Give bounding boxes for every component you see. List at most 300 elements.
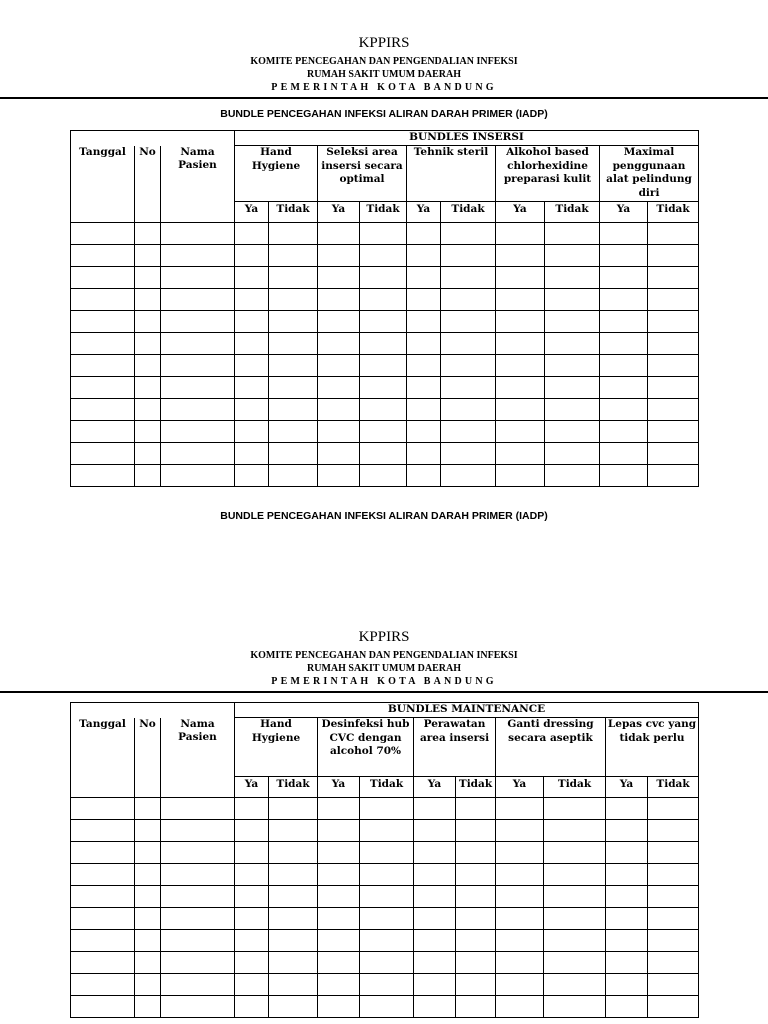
entry-cell[interactable] xyxy=(135,465,161,487)
entry-cell[interactable] xyxy=(544,820,606,842)
entry-cell[interactable] xyxy=(407,377,441,399)
entry-cell[interactable] xyxy=(71,443,135,465)
entry-cell[interactable] xyxy=(648,267,699,289)
entry-cell[interactable] xyxy=(135,952,161,974)
entry-cell[interactable] xyxy=(407,245,441,267)
entry-cell[interactable] xyxy=(545,399,600,421)
entry-cell[interactable] xyxy=(360,886,414,908)
entry-cell[interactable] xyxy=(496,443,545,465)
entry-cell[interactable] xyxy=(135,223,161,245)
entry-cell[interactable] xyxy=(648,245,699,267)
entry-cell[interactable] xyxy=(360,443,407,465)
entry-cell[interactable] xyxy=(318,820,360,842)
entry-cell[interactable] xyxy=(269,974,318,996)
entry-cell[interactable] xyxy=(441,421,496,443)
entry-cell[interactable] xyxy=(600,289,648,311)
entry-cell[interactable] xyxy=(360,245,407,267)
entry-cell[interactable] xyxy=(414,930,456,952)
entry-cell[interactable] xyxy=(360,465,407,487)
entry-cell[interactable] xyxy=(71,355,135,377)
entry-cell[interactable] xyxy=(269,223,318,245)
entry-cell[interactable] xyxy=(71,333,135,355)
entry-cell[interactable] xyxy=(161,311,235,333)
entry-cell[interactable] xyxy=(235,465,269,487)
tidak-label: Tidak xyxy=(648,202,699,223)
entry-cell[interactable] xyxy=(600,399,648,421)
entry-cell[interactable] xyxy=(648,355,699,377)
entry-cell[interactable] xyxy=(545,245,600,267)
entry-cell[interactable] xyxy=(496,377,545,399)
entry-cell[interactable] xyxy=(71,311,135,333)
entry-cell[interactable] xyxy=(545,421,600,443)
entry-cell[interactable] xyxy=(496,974,544,996)
entry-cell[interactable] xyxy=(544,930,606,952)
entry-cell[interactable] xyxy=(545,443,600,465)
entry-cell[interactable] xyxy=(318,952,360,974)
entry-cell[interactable] xyxy=(545,311,600,333)
table-row xyxy=(71,930,699,952)
entry-cell[interactable] xyxy=(600,377,648,399)
entry-cell[interactable] xyxy=(269,864,318,886)
entry-cell[interactable] xyxy=(456,820,496,842)
entry-cell[interactable] xyxy=(161,465,235,487)
entry-cell[interactable] xyxy=(235,355,269,377)
entry-cell[interactable] xyxy=(544,864,606,886)
entry-cell[interactable] xyxy=(407,399,441,421)
entry-cell[interactable] xyxy=(135,267,161,289)
entry-cell[interactable] xyxy=(360,798,414,820)
entry-cell[interactable] xyxy=(235,245,269,267)
entry-cell[interactable] xyxy=(135,820,161,842)
entry-cell[interactable] xyxy=(414,842,456,864)
entry-cell[interactable] xyxy=(544,886,606,908)
entry-cell[interactable] xyxy=(360,421,407,443)
entry-cell[interactable] xyxy=(544,952,606,974)
entry-cell[interactable] xyxy=(648,421,699,443)
entry-cell[interactable] xyxy=(269,421,318,443)
entry-cell[interactable] xyxy=(71,842,135,864)
entry-cell[interactable] xyxy=(600,443,648,465)
entry-cell[interactable] xyxy=(235,908,269,930)
entry-cell[interactable] xyxy=(544,908,606,930)
entry-cell[interactable] xyxy=(269,886,318,908)
entry-cell[interactable] xyxy=(135,443,161,465)
entry-cell[interactable] xyxy=(318,798,360,820)
entry-cell[interactable] xyxy=(360,311,407,333)
entry-cell[interactable] xyxy=(71,864,135,886)
entry-cell[interactable] xyxy=(441,223,496,245)
entry-cell[interactable] xyxy=(648,289,699,311)
entry-cell[interactable] xyxy=(360,289,407,311)
entry-cell[interactable] xyxy=(600,245,648,267)
entry-cell[interactable] xyxy=(456,908,496,930)
entry-cell[interactable] xyxy=(648,377,699,399)
entry-cell[interactable] xyxy=(269,465,318,487)
entry-cell[interactable] xyxy=(235,223,269,245)
entry-cell[interactable] xyxy=(456,996,496,1018)
entry-cell[interactable] xyxy=(71,465,135,487)
entry-cell[interactable] xyxy=(600,355,648,377)
entry-cell[interactable] xyxy=(318,421,360,443)
entry-cell[interactable] xyxy=(161,908,235,930)
entry-cell[interactable] xyxy=(360,267,407,289)
entry-cell[interactable] xyxy=(269,820,318,842)
entry-cell[interactable] xyxy=(71,996,135,1018)
entry-cell[interactable] xyxy=(135,377,161,399)
col-perawatan-area: Perawatan area insersi xyxy=(414,718,496,777)
entry-cell[interactable] xyxy=(235,311,269,333)
entry-cell[interactable] xyxy=(441,355,496,377)
entry-cell[interactable] xyxy=(456,930,496,952)
entry-cell[interactable] xyxy=(318,245,360,267)
entry-cell[interactable] xyxy=(496,886,544,908)
table-row xyxy=(71,974,699,996)
entry-cell[interactable] xyxy=(606,798,648,820)
entry-cell[interactable] xyxy=(318,223,360,245)
entry-cell[interactable] xyxy=(161,864,235,886)
entry-cell[interactable] xyxy=(161,245,235,267)
entry-cell[interactable] xyxy=(135,864,161,886)
entry-cell[interactable] xyxy=(269,996,318,1018)
entry-cell[interactable] xyxy=(318,930,360,952)
ya-label: Ya xyxy=(496,202,545,223)
entry-cell[interactable] xyxy=(71,421,135,443)
entry-cell[interactable] xyxy=(496,311,545,333)
entry-cell[interactable] xyxy=(135,355,161,377)
entry-cell[interactable] xyxy=(269,798,318,820)
entry-cell[interactable] xyxy=(71,245,135,267)
entry-cell[interactable] xyxy=(648,333,699,355)
entry-cell[interactable] xyxy=(407,223,441,245)
entry-cell[interactable] xyxy=(407,443,441,465)
entry-cell[interactable] xyxy=(600,465,648,487)
entry-cell[interactable] xyxy=(135,245,161,267)
tidak-label: Tidak xyxy=(545,202,600,223)
entry-cell[interactable] xyxy=(269,952,318,974)
entry-cell[interactable] xyxy=(235,289,269,311)
entry-cell[interactable] xyxy=(545,223,600,245)
entry-cell[interactable] xyxy=(606,974,648,996)
entry-cell[interactable] xyxy=(71,399,135,421)
entry-cell[interactable] xyxy=(496,267,545,289)
entry-cell[interactable] xyxy=(496,333,545,355)
entry-cell[interactable] xyxy=(360,952,414,974)
entry-cell[interactable] xyxy=(496,465,545,487)
entry-cell[interactable] xyxy=(318,443,360,465)
entry-cell[interactable] xyxy=(269,443,318,465)
entry-cell[interactable] xyxy=(606,886,648,908)
entry-cell[interactable] xyxy=(545,333,600,355)
entry-cell[interactable] xyxy=(407,267,441,289)
entry-cell[interactable] xyxy=(269,908,318,930)
entry-cell[interactable] xyxy=(544,798,606,820)
entry-cell[interactable] xyxy=(496,864,544,886)
entry-cell[interactable] xyxy=(318,377,360,399)
entry-cell[interactable] xyxy=(318,399,360,421)
entry-cell[interactable] xyxy=(161,421,235,443)
entry-cell[interactable] xyxy=(135,289,161,311)
entry-cell[interactable] xyxy=(407,355,441,377)
entry-cell[interactable] xyxy=(544,974,606,996)
entry-cell[interactable] xyxy=(414,952,456,974)
entry-cell[interactable] xyxy=(318,996,360,1018)
entry-cell[interactable] xyxy=(161,952,235,974)
entry-cell[interactable] xyxy=(456,974,496,996)
entry-cell[interactable] xyxy=(318,333,360,355)
entry-cell[interactable] xyxy=(414,820,456,842)
entry-cell[interactable] xyxy=(161,820,235,842)
blank-top-left xyxy=(71,131,235,146)
entry-cell[interactable] xyxy=(545,355,600,377)
entry-cell[interactable] xyxy=(441,245,496,267)
entry-cell[interactable] xyxy=(135,798,161,820)
entry-cell[interactable] xyxy=(269,267,318,289)
entry-cell[interactable] xyxy=(456,842,496,864)
entry-cell[interactable] xyxy=(496,421,545,443)
entry-cell[interactable] xyxy=(360,974,414,996)
entry-cell[interactable] xyxy=(648,908,699,930)
entry-cell[interactable] xyxy=(235,798,269,820)
entry-cell[interactable] xyxy=(414,798,456,820)
entry-cell[interactable] xyxy=(235,842,269,864)
entry-cell[interactable] xyxy=(235,267,269,289)
entry-cell[interactable] xyxy=(360,820,414,842)
entry-cell[interactable] xyxy=(235,443,269,465)
entry-cell[interactable] xyxy=(135,996,161,1018)
entry-cell[interactable] xyxy=(360,355,407,377)
entry-cell[interactable] xyxy=(606,842,648,864)
entry-cell[interactable] xyxy=(441,443,496,465)
entry-cell[interactable] xyxy=(318,842,360,864)
entry-cell[interactable] xyxy=(161,930,235,952)
entry-cell[interactable] xyxy=(456,864,496,886)
entry-cell[interactable] xyxy=(544,842,606,864)
entry-cell[interactable] xyxy=(407,311,441,333)
entry-cell[interactable] xyxy=(269,289,318,311)
table-row xyxy=(71,421,699,443)
entry-cell[interactable] xyxy=(441,267,496,289)
entry-cell[interactable] xyxy=(235,886,269,908)
entry-cell[interactable] xyxy=(600,267,648,289)
entry-cell[interactable] xyxy=(496,952,544,974)
entry-cell[interactable] xyxy=(318,267,360,289)
entry-cell[interactable] xyxy=(235,377,269,399)
entry-cell[interactable] xyxy=(414,864,456,886)
entry-cell[interactable] xyxy=(161,355,235,377)
entry-cell[interactable] xyxy=(135,974,161,996)
entry-cell[interactable] xyxy=(235,974,269,996)
entry-cell[interactable] xyxy=(135,842,161,864)
entry-cell[interactable] xyxy=(600,421,648,443)
entry-cell[interactable] xyxy=(360,842,414,864)
blank-top-left xyxy=(71,703,235,718)
entry-cell[interactable] xyxy=(135,399,161,421)
entry-cell[interactable] xyxy=(135,333,161,355)
entry-cell[interactable] xyxy=(269,355,318,377)
entry-cell[interactable] xyxy=(161,443,235,465)
entry-cell[interactable] xyxy=(496,245,545,267)
entry-cell[interactable] xyxy=(71,223,135,245)
entry-cell[interactable] xyxy=(648,974,699,996)
entry-cell[interactable] xyxy=(606,908,648,930)
entry-cell[interactable] xyxy=(269,311,318,333)
entry-cell[interactable] xyxy=(71,952,135,974)
entry-cell[interactable] xyxy=(606,820,648,842)
entry-cell[interactable] xyxy=(544,996,606,1018)
entry-cell[interactable] xyxy=(318,289,360,311)
entry-cell[interactable] xyxy=(441,333,496,355)
entry-cell[interactable] xyxy=(648,930,699,952)
entry-cell[interactable] xyxy=(71,377,135,399)
entry-cell[interactable] xyxy=(360,223,407,245)
entry-cell[interactable] xyxy=(648,842,699,864)
entry-cell[interactable] xyxy=(414,908,456,930)
entry-cell[interactable] xyxy=(235,399,269,421)
entry-cell[interactable] xyxy=(360,333,407,355)
entry-cell[interactable] xyxy=(235,864,269,886)
col-lepas-cvc: Lepas cvc yang tidak perlu xyxy=(606,718,699,777)
entry-cell[interactable] xyxy=(648,864,699,886)
entry-cell[interactable] xyxy=(318,886,360,908)
entry-cell[interactable] xyxy=(456,952,496,974)
entry-cell[interactable] xyxy=(441,399,496,421)
entry-cell[interactable] xyxy=(407,289,441,311)
entry-cell[interactable] xyxy=(441,289,496,311)
entry-cell[interactable] xyxy=(441,311,496,333)
entry-cell[interactable] xyxy=(235,952,269,974)
entry-cell[interactable] xyxy=(407,421,441,443)
entry-cell[interactable] xyxy=(648,223,699,245)
entry-cell[interactable] xyxy=(161,223,235,245)
entry-cell[interactable] xyxy=(161,974,235,996)
entry-cell[interactable] xyxy=(496,930,544,952)
entry-cell[interactable] xyxy=(71,886,135,908)
entry-cell[interactable] xyxy=(441,465,496,487)
entry-cell[interactable] xyxy=(269,399,318,421)
entry-cell[interactable] xyxy=(71,289,135,311)
entry-cell[interactable] xyxy=(496,820,544,842)
entry-cell[interactable] xyxy=(135,421,161,443)
entry-cell[interactable] xyxy=(496,908,544,930)
entry-cell[interactable] xyxy=(360,908,414,930)
entry-cell[interactable] xyxy=(648,886,699,908)
entry-cell[interactable] xyxy=(648,399,699,421)
entry-cell[interactable] xyxy=(135,908,161,930)
entry-cell[interactable] xyxy=(441,377,496,399)
entry-cell[interactable] xyxy=(600,223,648,245)
table-row xyxy=(71,996,699,1018)
entry-cell[interactable] xyxy=(545,377,600,399)
entry-cell[interactable] xyxy=(71,267,135,289)
entry-cell[interactable] xyxy=(161,798,235,820)
entry-cell[interactable] xyxy=(606,952,648,974)
entry-cell[interactable] xyxy=(71,908,135,930)
entry-cell[interactable] xyxy=(600,333,648,355)
entry-cell[interactable] xyxy=(135,311,161,333)
entry-cell[interactable] xyxy=(600,311,648,333)
entry-cell[interactable] xyxy=(235,421,269,443)
entry-cell[interactable] xyxy=(235,333,269,355)
entry-cell[interactable] xyxy=(360,377,407,399)
entry-cell[interactable] xyxy=(496,289,545,311)
entry-cell[interactable] xyxy=(648,952,699,974)
entry-cell[interactable] xyxy=(269,842,318,864)
entry-cell[interactable] xyxy=(269,377,318,399)
entry-cell[interactable] xyxy=(161,333,235,355)
entry-cell[interactable] xyxy=(161,289,235,311)
entry-cell[interactable] xyxy=(235,930,269,952)
letterhead-bottom xyxy=(0,629,768,688)
entry-cell[interactable] xyxy=(360,930,414,952)
entry-cell[interactable] xyxy=(360,996,414,1018)
entry-cell[interactable] xyxy=(414,996,456,1018)
entry-cell[interactable] xyxy=(648,996,699,1018)
entry-cell[interactable] xyxy=(161,377,235,399)
entry-cell[interactable] xyxy=(135,930,161,952)
entry-cell[interactable] xyxy=(496,842,544,864)
entry-cell[interactable] xyxy=(496,399,545,421)
entry-cell[interactable] xyxy=(496,996,544,1018)
entry-cell[interactable] xyxy=(161,842,235,864)
entry-cell[interactable] xyxy=(135,886,161,908)
entry-cell[interactable] xyxy=(496,355,545,377)
entry-cell[interactable] xyxy=(648,820,699,842)
entry-cell[interactable] xyxy=(606,864,648,886)
org-hospital: RUMAH SAKIT UMUM DAERAH xyxy=(307,69,461,80)
entry-cell[interactable] xyxy=(161,886,235,908)
col-alat-pelindung: Maximal penggunaan alat pelindung diri xyxy=(600,146,699,202)
entry-cell[interactable] xyxy=(161,996,235,1018)
entry-cell[interactable] xyxy=(496,223,545,245)
entry-cell[interactable] xyxy=(269,245,318,267)
entry-cell[interactable] xyxy=(318,465,360,487)
entry-cell[interactable] xyxy=(360,399,407,421)
entry-cell[interactable] xyxy=(407,333,441,355)
entry-cell[interactable] xyxy=(456,798,496,820)
entry-cell[interactable] xyxy=(360,864,414,886)
entry-cell[interactable] xyxy=(648,798,699,820)
entry-cell[interactable] xyxy=(545,465,600,487)
entry-cell[interactable] xyxy=(606,996,648,1018)
entry-cell[interactable] xyxy=(318,908,360,930)
entry-cell[interactable] xyxy=(269,333,318,355)
entry-cell[interactable] xyxy=(414,974,456,996)
entry-cell[interactable] xyxy=(235,996,269,1018)
entry-cell[interactable] xyxy=(161,399,235,421)
entry-cell[interactable] xyxy=(235,820,269,842)
entry-cell[interactable] xyxy=(318,355,360,377)
entry-cell[interactable] xyxy=(414,886,456,908)
entry-cell[interactable] xyxy=(71,820,135,842)
entry-cell[interactable] xyxy=(606,930,648,952)
entry-cell[interactable] xyxy=(648,465,699,487)
entry-cell[interactable] xyxy=(407,465,441,487)
entry-cell[interactable] xyxy=(161,267,235,289)
entry-cell[interactable] xyxy=(318,974,360,996)
entry-cell[interactable] xyxy=(71,930,135,952)
entry-cell[interactable] xyxy=(545,289,600,311)
entry-cell[interactable] xyxy=(269,930,318,952)
entry-cell[interactable] xyxy=(648,311,699,333)
entry-cell[interactable] xyxy=(318,311,360,333)
entry-cell[interactable] xyxy=(71,974,135,996)
entry-cell[interactable] xyxy=(456,886,496,908)
entry-cell[interactable] xyxy=(545,267,600,289)
entry-cell[interactable] xyxy=(71,798,135,820)
entry-cell[interactable] xyxy=(318,864,360,886)
entry-cell[interactable] xyxy=(648,443,699,465)
entry-cell[interactable] xyxy=(496,798,544,820)
